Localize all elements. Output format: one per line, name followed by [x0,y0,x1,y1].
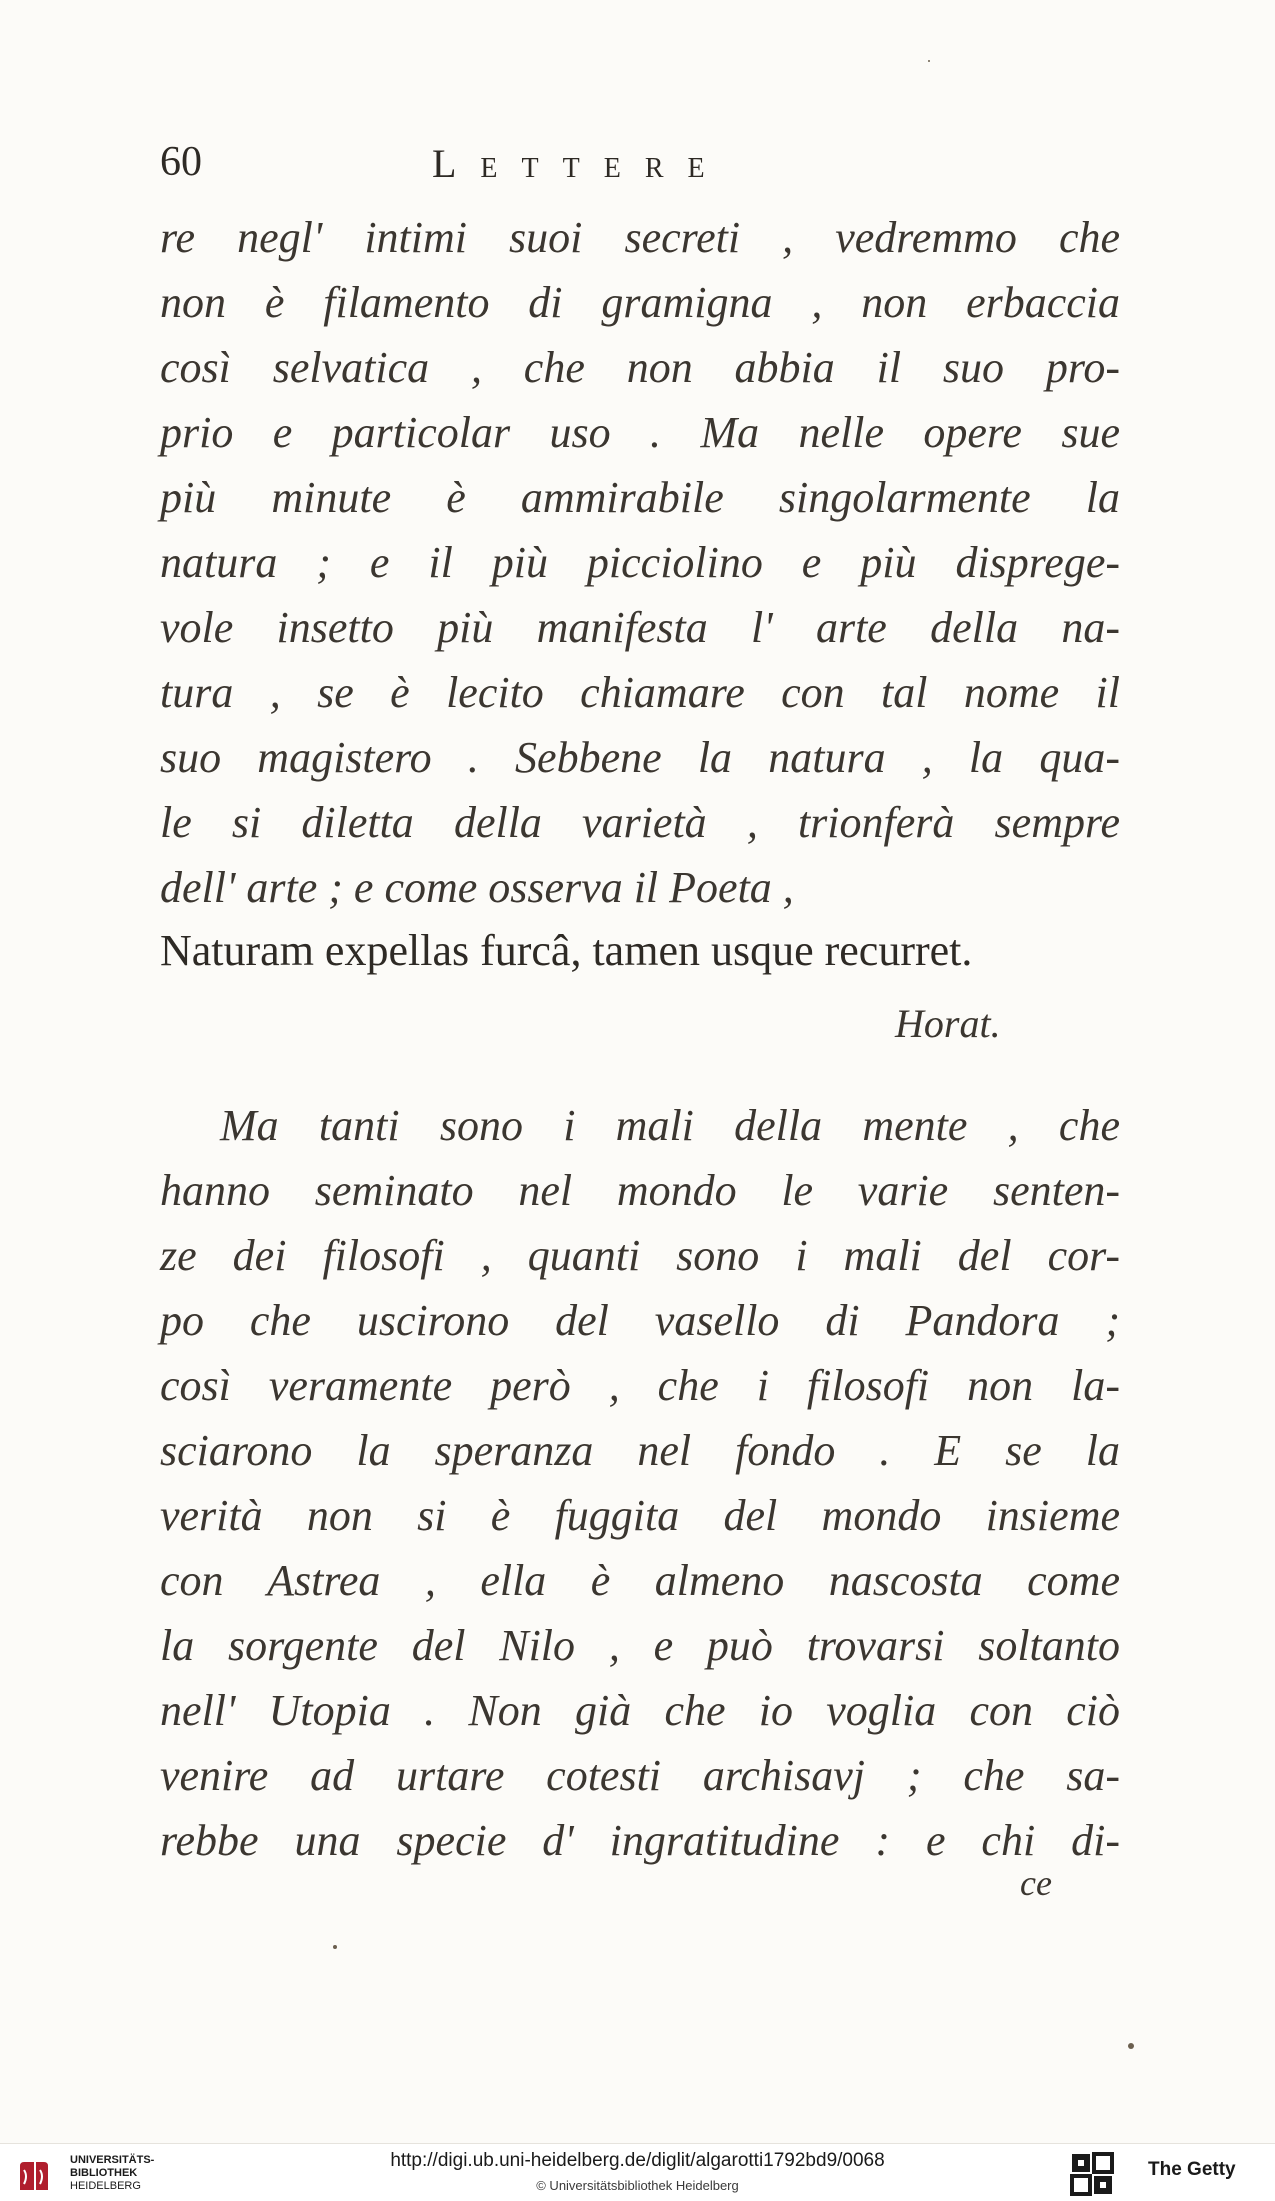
library-name-line: HEIDELBERG [70,2180,141,2192]
quotation-attribution: Horat. [895,1001,1001,1046]
copyright-notice: © Universitätsbibliothek Heidelberg [536,2178,739,2193]
text-line: tura , se è lecito chiamare con tal nome il [160,668,1120,717]
text-line: venire ad urtare cotesti archisavj ; che sa- [160,1751,1120,1800]
page-number: 60 [160,139,202,185]
text-line: Ma tanti sono i mali della mente , che [220,1101,1120,1150]
text-line: rebbe una specie d' ingratitudine : e chi di- [160,1816,1120,1865]
paper-speck [333,1945,337,1949]
text-line: non è filamento di gramigna , non erbaccia [160,278,1120,327]
text-line: sciarono la speranza nel fondo . E se la [160,1426,1120,1475]
text-line: suo magistero . Sebbene la natura , la qua- [160,733,1120,782]
text-line: vole insetto più manifesta l' arte della na- [160,603,1120,652]
text-line: la sorgente del Nilo , e può trovarsi soltanto [160,1621,1120,1670]
text-line: verità non si è fuggita del mondo insieme [160,1491,1120,1540]
text-line: nell' Utopia . Non già che io voglia con ciò [160,1686,1120,1735]
text-line: le si diletta della varietà , trionferà sempre [160,798,1120,847]
text-line: ze dei filosofi , quanti sono i mali del cor- [160,1231,1120,1280]
text-line: con Astrea , ella è almeno nascosta come [160,1556,1120,1605]
footer-bar [0,2143,1275,2201]
library-name-line: BIBLIOTHEK [70,2167,138,2179]
text-line: così selvatica , che non abbia il suo pro- [160,343,1120,392]
text-line: natura ; e il più picciolino e più disprege- [160,538,1120,587]
text-line: hanno seminato nel mondo le varie senten- [160,1166,1120,1215]
paper-speck [928,60,930,62]
running-head [160,138,1160,198]
paragraph-2 [160,1093,1120,1873]
text-line: così veramente però , che i filosofi non la- [160,1361,1120,1410]
text-line: dell' arte ; e come osserva il Poeta , [160,863,794,912]
library-name-line: UNIVERSITÄTS- [70,2154,155,2166]
paragraph-1 [160,205,1120,920]
getty-logo-icon [1070,2152,1114,2196]
paper-speck [1128,2043,1134,2049]
permalink-url[interactable]: http://digi.ub.uni-heidelberg.de/diglit/algarotti1792bd9/0068 [390,2150,885,2171]
text-line: prio e particolar uso . Ma nelle opere sue [160,408,1120,457]
partner-name: The Getty [1148,2159,1236,2180]
catchword: ce [1020,1863,1052,1903]
running-title: Lettere [432,141,729,186]
text-line: re negl' intimi suoi secreti , vedremmo che [160,213,1120,262]
text-line: po che uscirono del vasello di Pandora ; [160,1296,1120,1345]
latin-quotation: Naturam expellas furcâ, tamen usque recurret. [160,926,973,975]
text-line: più minute è ammirabile singolarmente la [160,473,1120,522]
